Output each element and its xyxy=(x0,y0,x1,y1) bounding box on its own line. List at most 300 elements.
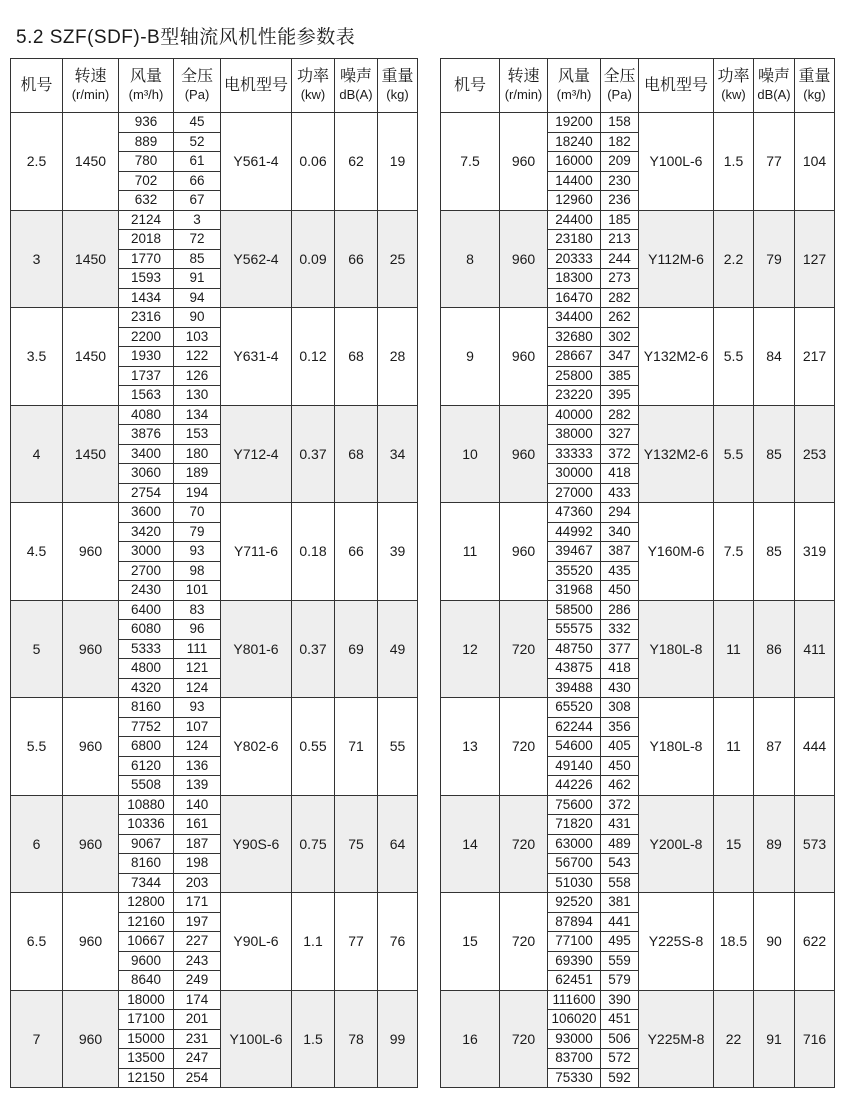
cell-noise: 77 xyxy=(754,113,795,211)
header-unit: (kg) xyxy=(386,87,409,102)
cell-flow: 16000 xyxy=(548,152,601,172)
header-label: 全压 xyxy=(180,68,213,85)
cell-weight: 28 xyxy=(378,308,418,406)
table-row xyxy=(11,503,418,523)
header-flow xyxy=(119,59,174,113)
cell-pressure: 61 xyxy=(174,152,221,172)
cell-pressure: 559 xyxy=(601,951,639,971)
cell-flow: 936 xyxy=(119,113,174,133)
cell-pressure: 405 xyxy=(601,737,639,757)
cell-pressure: 372 xyxy=(601,795,639,815)
cell-noise: 90 xyxy=(754,893,795,991)
cell-power: 0.37 xyxy=(292,600,335,698)
cell-speed: 960 xyxy=(63,795,119,893)
cell-model: 3 xyxy=(11,210,63,308)
header-unit: (kw) xyxy=(300,87,326,102)
cell-flow: 6400 xyxy=(119,600,174,620)
table-row xyxy=(11,405,418,425)
cell-pressure: 66 xyxy=(174,171,221,191)
cell-noise: 91 xyxy=(754,990,795,1088)
cell-pressure: 94 xyxy=(174,288,221,308)
header-motor xyxy=(639,59,714,113)
header-label: 电机型号 xyxy=(223,77,288,94)
cell-pressure: 495 xyxy=(601,932,639,952)
cell-noise: 79 xyxy=(754,210,795,308)
cell-model: 6.5 xyxy=(11,893,63,991)
cell-pressure: 121 xyxy=(174,659,221,679)
cell-flow: 43875 xyxy=(548,659,601,679)
cell-flow: 47360 xyxy=(548,503,601,523)
cell-flow: 55575 xyxy=(548,620,601,640)
cell-flow: 18240 xyxy=(548,132,601,152)
cell-pressure: 96 xyxy=(174,620,221,640)
cell-weight: 217 xyxy=(795,308,835,406)
cell-flow: 5508 xyxy=(119,776,174,796)
fan-group xyxy=(441,990,835,1088)
cell-flow: 702 xyxy=(119,171,174,191)
cell-weight: 319 xyxy=(795,503,835,601)
cell-pressure: 111 xyxy=(174,639,221,659)
cell-pressure: 93 xyxy=(174,698,221,718)
cell-flow: 632 xyxy=(119,191,174,211)
cell-pressure: 327 xyxy=(601,425,639,445)
header-weight xyxy=(795,59,835,113)
cell-flow: 1434 xyxy=(119,288,174,308)
cell-weight: 104 xyxy=(795,113,835,211)
cell-flow: 71820 xyxy=(548,815,601,835)
table-row xyxy=(11,990,418,1010)
cell-power: 22 xyxy=(714,990,754,1088)
cell-speed: 1450 xyxy=(63,308,119,406)
header-label: 重量 xyxy=(381,68,414,85)
cell-motor: Y132M2-6 xyxy=(639,405,714,503)
fan-group xyxy=(441,308,835,406)
cell-flow: 3400 xyxy=(119,444,174,464)
cell-pressure: 134 xyxy=(174,405,221,425)
cell-flow: 3060 xyxy=(119,464,174,484)
cell-power: 5.5 xyxy=(714,405,754,503)
cell-flow: 1770 xyxy=(119,249,174,269)
cell-pressure: 433 xyxy=(601,483,639,503)
cell-flow: 3000 xyxy=(119,542,174,562)
cell-flow: 19200 xyxy=(548,113,601,133)
cell-pressure: 347 xyxy=(601,347,639,367)
cell-power: 18.5 xyxy=(714,893,754,991)
cell-pressure: 236 xyxy=(601,191,639,211)
fan-group xyxy=(441,405,835,503)
cell-model: 2.5 xyxy=(11,113,63,211)
cell-flow: 17100 xyxy=(119,1010,174,1030)
cell-pressure: 230 xyxy=(601,171,639,191)
cell-power: 2.2 xyxy=(714,210,754,308)
cell-pressure: 340 xyxy=(601,522,639,542)
table-row xyxy=(11,210,418,230)
cell-pressure: 198 xyxy=(174,854,221,874)
cell-pressure: 101 xyxy=(174,581,221,601)
table-row xyxy=(441,308,835,328)
cell-model: 7.5 xyxy=(441,113,500,211)
cell-speed: 960 xyxy=(500,503,548,601)
cell-motor: Y132M2-6 xyxy=(639,308,714,406)
cell-pressure: 83 xyxy=(174,600,221,620)
fan-group xyxy=(11,893,418,991)
cell-flow: 34400 xyxy=(548,308,601,328)
cell-pressure: 302 xyxy=(601,327,639,347)
cell-pressure: 273 xyxy=(601,269,639,289)
cell-pressure: 332 xyxy=(601,620,639,640)
header-label: 转速 xyxy=(507,68,540,85)
cell-pressure: 249 xyxy=(174,971,221,991)
cell-pressure: 197 xyxy=(174,912,221,932)
cell-pressure: 395 xyxy=(601,386,639,406)
cell-pressure: 418 xyxy=(601,464,639,484)
cell-motor: Y711-6 xyxy=(221,503,292,601)
cell-pressure: 72 xyxy=(174,230,221,250)
cell-motor: Y562-4 xyxy=(221,210,292,308)
cell-flow: 12150 xyxy=(119,1068,174,1088)
cell-pressure: 558 xyxy=(601,873,639,893)
page-title: 5.2 SZF(SDF)-B型轴流风机性能参数表 xyxy=(16,27,356,48)
cell-pressure: 90 xyxy=(174,308,221,328)
cell-pressure: 79 xyxy=(174,522,221,542)
cell-speed: 960 xyxy=(63,698,119,796)
cell-noise: 85 xyxy=(754,405,795,503)
cell-noise: 86 xyxy=(754,600,795,698)
header-motor xyxy=(221,59,292,113)
cell-pressure: 189 xyxy=(174,464,221,484)
cell-model: 6 xyxy=(11,795,63,893)
cell-speed: 720 xyxy=(500,795,548,893)
cell-pressure: 356 xyxy=(601,717,639,737)
header-model xyxy=(441,59,500,113)
cell-pressure: 450 xyxy=(601,756,639,776)
cell-motor: Y100L-6 xyxy=(639,113,714,211)
cell-noise: 69 xyxy=(335,600,378,698)
cell-pressure: 122 xyxy=(174,347,221,367)
header-label: 噪声 xyxy=(339,68,372,85)
cell-flow: 65520 xyxy=(548,698,601,718)
cell-motor: Y160M-6 xyxy=(639,503,714,601)
cell-motor: Y200L-8 xyxy=(639,795,714,893)
cell-noise: 84 xyxy=(754,308,795,406)
cell-flow: 3600 xyxy=(119,503,174,523)
table-row xyxy=(11,893,418,913)
cell-pressure: 67 xyxy=(174,191,221,211)
cell-pressure: 187 xyxy=(174,834,221,854)
cell-pressure: 70 xyxy=(174,503,221,523)
cell-pressure: 243 xyxy=(174,951,221,971)
cell-motor: Y90S-6 xyxy=(221,795,292,893)
cell-weight: 573 xyxy=(795,795,835,893)
header-noise xyxy=(335,59,378,113)
cell-pressure: 153 xyxy=(174,425,221,445)
cell-model: 3.5 xyxy=(11,308,63,406)
cell-flow: 28667 xyxy=(548,347,601,367)
cell-flow: 6800 xyxy=(119,737,174,757)
cell-pressure: 136 xyxy=(174,756,221,776)
header-label: 转速 xyxy=(74,68,107,85)
cell-flow: 35520 xyxy=(548,561,601,581)
cell-pressure: 381 xyxy=(601,893,639,913)
cell-pressure: 247 xyxy=(174,1049,221,1069)
cell-flow: 10880 xyxy=(119,795,174,815)
cell-power: 0.75 xyxy=(292,795,335,893)
header-row xyxy=(11,59,418,113)
cell-weight: 55 xyxy=(378,698,418,796)
cell-flow: 2200 xyxy=(119,327,174,347)
cell-flow: 7344 xyxy=(119,873,174,893)
cell-speed: 960 xyxy=(63,893,119,991)
header-label: 重量 xyxy=(798,68,831,85)
cell-pressure: 451 xyxy=(601,1010,639,1030)
cell-model: 5 xyxy=(11,600,63,698)
cell-pressure: 161 xyxy=(174,815,221,835)
cell-flow: 49140 xyxy=(548,756,601,776)
header-power xyxy=(714,59,754,113)
header-label: 风量 xyxy=(557,68,590,85)
fan-group xyxy=(441,893,835,991)
table-row xyxy=(441,893,835,913)
cell-flow: 9600 xyxy=(119,951,174,971)
cell-pressure: 130 xyxy=(174,386,221,406)
cell-speed: 720 xyxy=(500,698,548,796)
cell-flow: 12160 xyxy=(119,912,174,932)
cell-speed: 960 xyxy=(63,503,119,601)
cell-speed: 720 xyxy=(500,990,548,1088)
cell-noise: 68 xyxy=(335,308,378,406)
cell-power: 11 xyxy=(714,600,754,698)
cell-flow: 39467 xyxy=(548,542,601,562)
cell-flow: 12800 xyxy=(119,893,174,913)
cell-motor: Y100L-6 xyxy=(221,990,292,1088)
cell-flow: 56700 xyxy=(548,854,601,874)
cell-pressure: 592 xyxy=(601,1068,639,1088)
cell-flow: 3876 xyxy=(119,425,174,445)
cell-pressure: 254 xyxy=(174,1068,221,1088)
cell-pressure: 3 xyxy=(174,210,221,230)
header-unit: (kg) xyxy=(803,87,826,102)
cell-weight: 76 xyxy=(378,893,418,991)
cell-weight: 49 xyxy=(378,600,418,698)
cell-pressure: 201 xyxy=(174,1010,221,1030)
fan-group xyxy=(11,698,418,796)
cell-speed: 1450 xyxy=(63,113,119,211)
cell-motor: Y631-4 xyxy=(221,308,292,406)
cell-pressure: 126 xyxy=(174,366,221,386)
header-weight xyxy=(378,59,418,113)
cell-flow: 2754 xyxy=(119,483,174,503)
cell-pressure: 209 xyxy=(601,152,639,172)
cell-flow: 18000 xyxy=(119,990,174,1010)
cell-motor: Y180L-8 xyxy=(639,698,714,796)
cell-model: 12 xyxy=(441,600,500,698)
cell-pressure: 103 xyxy=(174,327,221,347)
cell-flow: 20333 xyxy=(548,249,601,269)
cell-pressure: 194 xyxy=(174,483,221,503)
cell-flow: 1737 xyxy=(119,366,174,386)
cell-noise: 87 xyxy=(754,698,795,796)
cell-flow: 58500 xyxy=(548,600,601,620)
cell-speed: 720 xyxy=(500,600,548,698)
cell-weight: 19 xyxy=(378,113,418,211)
cell-flow: 3420 xyxy=(119,522,174,542)
cell-flow: 8160 xyxy=(119,854,174,874)
cell-speed: 1450 xyxy=(63,405,119,503)
cell-flow: 12960 xyxy=(548,191,601,211)
cell-pressure: 506 xyxy=(601,1029,639,1049)
cell-flow: 23180 xyxy=(548,230,601,250)
cell-flow: 4320 xyxy=(119,678,174,698)
cell-pressure: 85 xyxy=(174,249,221,269)
cell-model: 13 xyxy=(441,698,500,796)
cell-weight: 411 xyxy=(795,600,835,698)
cell-power: 11 xyxy=(714,698,754,796)
header-noise xyxy=(754,59,795,113)
cell-weight: 716 xyxy=(795,990,835,1088)
cell-pressure: 93 xyxy=(174,542,221,562)
cell-flow: 39488 xyxy=(548,678,601,698)
cell-flow: 75600 xyxy=(548,795,601,815)
header-label: 噪声 xyxy=(757,68,790,85)
cell-speed: 960 xyxy=(500,113,548,211)
cell-weight: 444 xyxy=(795,698,835,796)
cell-pressure: 45 xyxy=(174,113,221,133)
cell-pressure: 98 xyxy=(174,561,221,581)
cell-pressure: 174 xyxy=(174,990,221,1010)
cell-speed: 960 xyxy=(63,600,119,698)
cell-speed: 1450 xyxy=(63,210,119,308)
cell-weight: 25 xyxy=(378,210,418,308)
cell-pressure: 185 xyxy=(601,210,639,230)
header-model xyxy=(11,59,63,113)
cell-pressure: 543 xyxy=(601,854,639,874)
cell-flow: 13500 xyxy=(119,1049,174,1069)
header-row xyxy=(441,59,835,113)
performance-table-left xyxy=(10,58,418,1088)
cell-pressure: 231 xyxy=(174,1029,221,1049)
header-label: 机号 xyxy=(453,77,486,94)
header-unit: dB(A) xyxy=(339,87,373,102)
cell-motor: Y561-4 xyxy=(221,113,292,211)
cell-pressure: 387 xyxy=(601,542,639,562)
cell-model: 8 xyxy=(441,210,500,308)
cell-speed: 960 xyxy=(500,405,548,503)
cell-pressure: 435 xyxy=(601,561,639,581)
cell-flow: 69390 xyxy=(548,951,601,971)
cell-model: 11 xyxy=(441,503,500,601)
fan-group xyxy=(11,405,418,503)
header-unit: dB(A) xyxy=(757,87,791,102)
cell-flow: 5333 xyxy=(119,639,174,659)
cell-pressure: 91 xyxy=(174,269,221,289)
table-row xyxy=(441,795,835,815)
cell-noise: 89 xyxy=(754,795,795,893)
cell-pressure: 158 xyxy=(601,113,639,133)
cell-pressure: 124 xyxy=(174,678,221,698)
cell-pressure: 140 xyxy=(174,795,221,815)
cell-flow: 14400 xyxy=(548,171,601,191)
cell-pressure: 462 xyxy=(601,776,639,796)
cell-flow: 106020 xyxy=(548,1010,601,1030)
cell-flow: 889 xyxy=(119,132,174,152)
cell-flow: 31968 xyxy=(548,581,601,601)
cell-flow: 44226 xyxy=(548,776,601,796)
cell-flow: 2124 xyxy=(119,210,174,230)
header-unit: (r/min) xyxy=(71,87,110,102)
header-label: 机号 xyxy=(20,77,53,94)
table-row xyxy=(441,698,835,718)
header-speed xyxy=(63,59,119,113)
header-unit: (kw) xyxy=(721,87,746,102)
cell-flow: 30000 xyxy=(548,464,601,484)
cell-motor: Y225M-8 xyxy=(639,990,714,1088)
table-row xyxy=(11,113,418,133)
header-unit: (r/min) xyxy=(504,87,543,102)
table-row xyxy=(11,600,418,620)
cell-model: 15 xyxy=(441,893,500,991)
cell-pressure: 213 xyxy=(601,230,639,250)
cell-motor: Y180L-8 xyxy=(639,600,714,698)
cell-weight: 99 xyxy=(378,990,418,1088)
cell-flow: 1930 xyxy=(119,347,174,367)
cell-flow: 92520 xyxy=(548,893,601,913)
cell-power: 1.1 xyxy=(292,893,335,991)
cell-flow: 75330 xyxy=(548,1068,601,1088)
cell-pressure: 52 xyxy=(174,132,221,152)
cell-flow: 33333 xyxy=(548,444,601,464)
cell-flow: 62244 xyxy=(548,717,601,737)
cell-motor: Y225S-8 xyxy=(639,893,714,991)
header-unit: (Pa) xyxy=(184,87,210,102)
cell-model: 10 xyxy=(441,405,500,503)
cell-flow: 87894 xyxy=(548,912,601,932)
cell-weight: 253 xyxy=(795,405,835,503)
performance-table-right xyxy=(440,58,835,1088)
header-flow xyxy=(548,59,601,113)
cell-weight: 39 xyxy=(378,503,418,601)
cell-flow: 16470 xyxy=(548,288,601,308)
cell-pressure: 377 xyxy=(601,639,639,659)
header-pressure xyxy=(601,59,639,113)
fan-group xyxy=(441,113,835,211)
cell-flow: 9067 xyxy=(119,834,174,854)
cell-flow: 40000 xyxy=(548,405,601,425)
cell-power: 0.06 xyxy=(292,113,335,211)
cell-flow: 18300 xyxy=(548,269,601,289)
cell-weight: 622 xyxy=(795,893,835,991)
cell-pressure: 390 xyxy=(601,990,639,1010)
cell-flow: 51030 xyxy=(548,873,601,893)
cell-power: 5.5 xyxy=(714,308,754,406)
cell-flow: 32680 xyxy=(548,327,601,347)
table-row xyxy=(441,113,835,133)
cell-flow: 10336 xyxy=(119,815,174,835)
fan-group xyxy=(11,795,418,893)
fan-group xyxy=(11,503,418,601)
cell-pressure: 244 xyxy=(601,249,639,269)
fan-group xyxy=(441,795,835,893)
cell-flow: 63000 xyxy=(548,834,601,854)
cell-pressure: 385 xyxy=(601,366,639,386)
fan-group xyxy=(11,308,418,406)
cell-pressure: 308 xyxy=(601,698,639,718)
fan-group xyxy=(441,210,835,308)
cell-flow: 24400 xyxy=(548,210,601,230)
cell-pressure: 203 xyxy=(174,873,221,893)
cell-pressure: 441 xyxy=(601,912,639,932)
table-row xyxy=(441,600,835,620)
cell-motor: Y801-6 xyxy=(221,600,292,698)
